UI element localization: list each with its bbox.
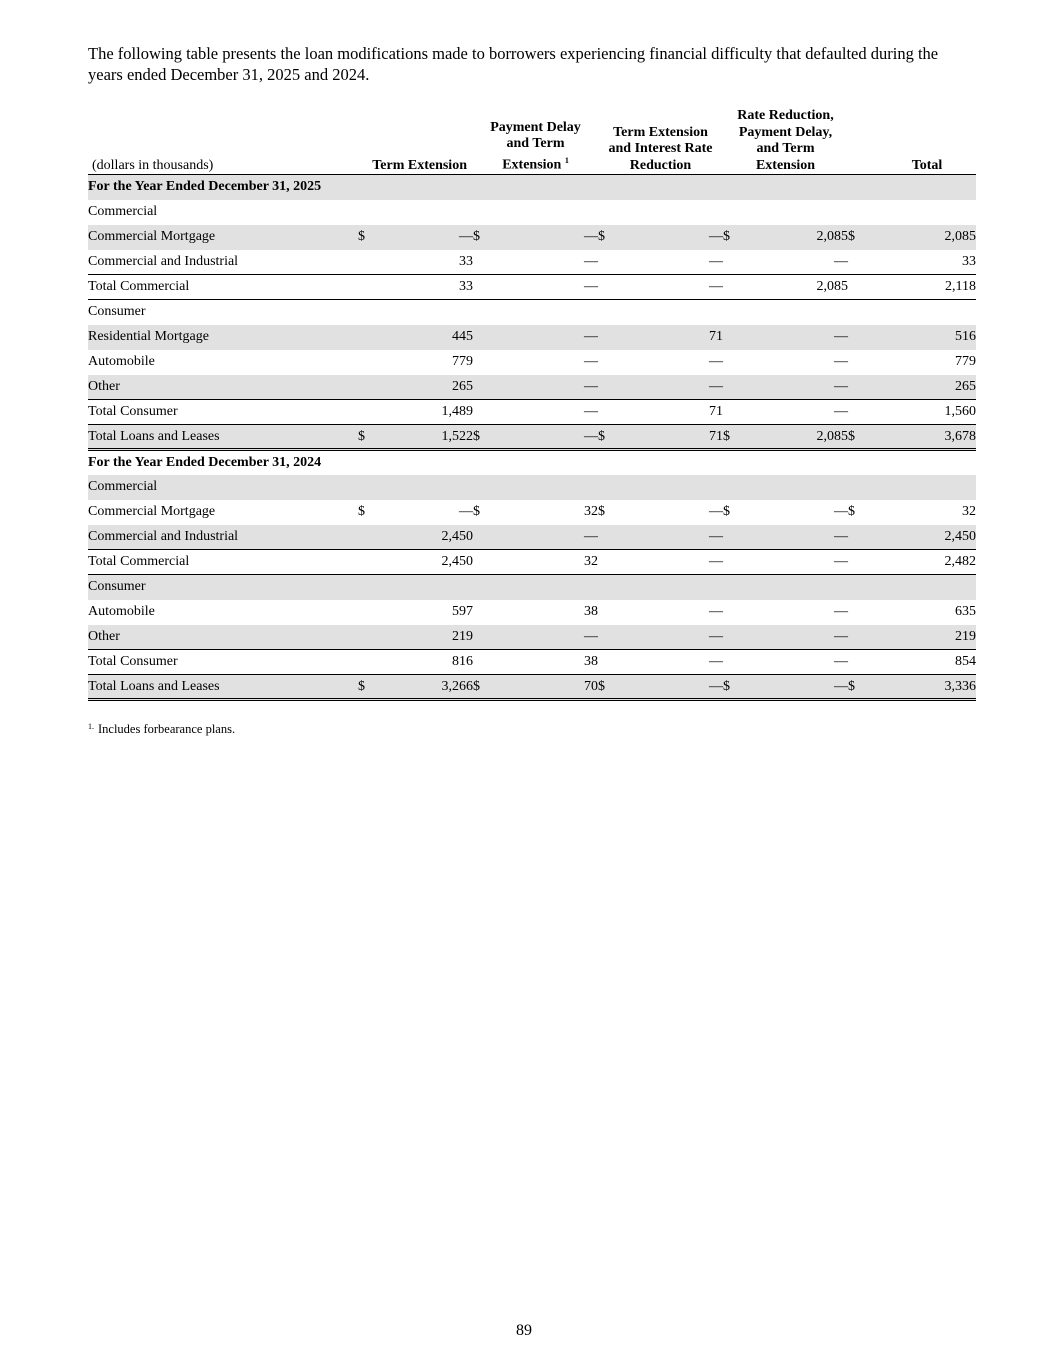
- units-label: (dollars in thousands): [88, 108, 358, 175]
- group-row-commercial: Commercial: [88, 204, 158, 219]
- table-row: Other 219 — — — 219: [88, 625, 976, 650]
- table-row: Residential Mortgage 445 — 71 — 516: [88, 325, 976, 350]
- table-row: Commercial and Industrial 33 — — — 33: [88, 253, 977, 269]
- footnote-marker: 1.: [88, 722, 94, 731]
- col-header-term-extension-rate: Term Extension and Interest Rate Reduction: [598, 108, 723, 175]
- col-header-rate-reduction: Rate Reduction, Payment Delay, and Term Extension: [723, 108, 848, 175]
- table-row: Commercial Mortgage $ — $ 32 $ — $ — $ 32: [88, 504, 977, 519]
- loan-modifications-table: [88, 108, 976, 701]
- total-row: Total Commercial 33 — — 2,085 2,118: [88, 275, 976, 300]
- page-number: 89: [516, 1322, 532, 1339]
- table-row: Automobile 597 38 — — 635: [88, 604, 977, 619]
- col-header-term-extension: Term Extension: [358, 108, 473, 175]
- table-row: Other 265 — — — 265: [88, 375, 976, 400]
- col-header-total: Total: [848, 108, 976, 175]
- table-row: Commercial Mortgage $ — $ — $ — $ 2,085 $ 2,085: [88, 225, 976, 250]
- total-row: Total Consumer 816 38 — — 854: [88, 650, 976, 675]
- group-row-commercial: Commercial: [88, 475, 976, 500]
- section-row-2024: For the Year Ended December 31, 2024: [88, 454, 322, 470]
- group-row-consumer: Consumer: [88, 575, 976, 600]
- grand-total-row-2024: Total Loans and Leases $ 3,266 $ 70 $ — $ — $ 3,336: [88, 675, 976, 700]
- section-row-2025: For the Year Ended December 31, 2025: [88, 175, 976, 200]
- footnote: [88, 722, 235, 737]
- table-row: Automobile 779 — — — 779: [88, 354, 977, 369]
- footnote-text: Includes forbearance plans.: [98, 722, 236, 736]
- grand-total-row-2025: Total Loans and Leases $ 1,522 $ — $ 71 $ 2,085 $ 3,678: [88, 425, 976, 450]
- table-row: Commercial and Industrial 2,450 — — — 2,450: [88, 525, 976, 550]
- intro-paragraph: The following table presents the loan modifications made to borrowers experiencing financial difficulty that defaulted during the years ended December 31, 2025 and 2024.: [88, 44, 939, 84]
- total-row: Total Consumer 1,489 — 71 — 1,560: [88, 400, 976, 425]
- total-row: Total Commercial 2,450 32 — — 2,482: [88, 550, 976, 575]
- col-header-payment-delay: Payment Delay and Term Extension $^1$: [473, 108, 598, 175]
- group-row-consumer: Consumer: [88, 304, 146, 320]
- table-header-row: [88, 108, 976, 175]
